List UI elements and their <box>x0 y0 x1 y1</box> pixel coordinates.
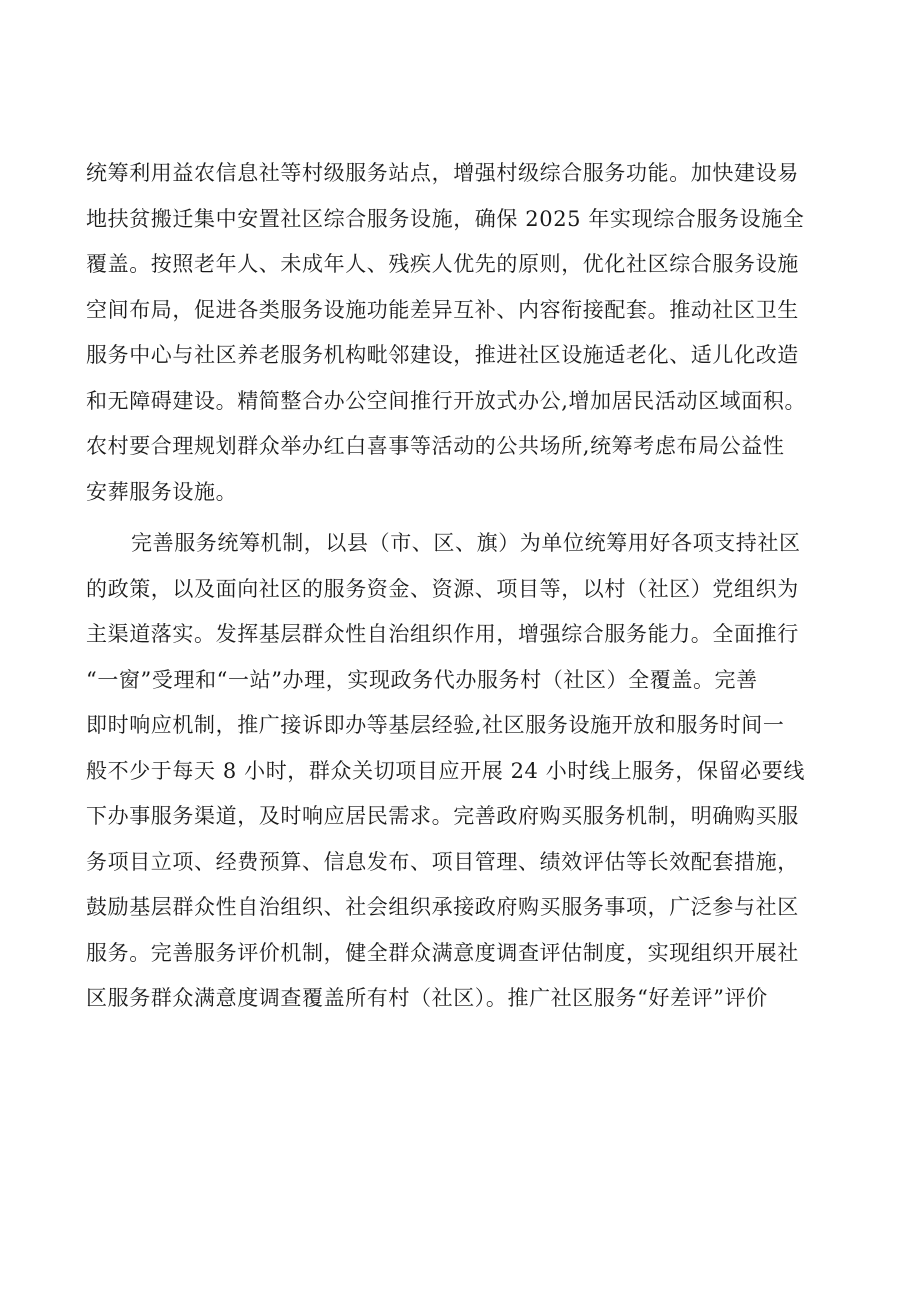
text-line: 的政策，以及面向社区的服务资金、资源、项目等，以村（社区）党组织为 <box>86 576 799 601</box>
text-line: “一窗”受理和“一站”办理，实现政务代办服务村（社区）全覆盖。完善 <box>86 667 758 692</box>
text-line: 空间布局，促进各类服务设施功能差异互补、内容衔接配套。推动社区卫生 <box>86 297 799 322</box>
document-body <box>86 160 846 1031</box>
text-line: 统筹利用益农信息社等村级服务站点，增强村级综合服务功能。加快建设易 <box>86 161 799 185</box>
text-line: 般不少于每天 8 小时，群众关切项目应开展 24 小时线上服务，保留必要线 <box>86 758 805 783</box>
text-line: 农村要合理规划群众举办红白喜事等活动的公共场所,统筹考虑布局公益性 <box>86 434 785 458</box>
text-line: 鼓励基层群众性自治组织、社会组织承接政府购买服务事项，广泛参与社区 <box>86 895 799 919</box>
text-line: 完善服务统筹机制，以县（市、区、旗）为单位统筹用好各项支持社区 <box>131 531 801 555</box>
text-line: 服务中心与社区养老服务机构毗邻建设，推进社区设施适老化、适儿化改造 <box>86 343 799 367</box>
text-line: 即时响应机制，推广接诉即办等基层经验,社区服务设施开放和服务时间一 <box>86 713 785 737</box>
text-line: 地扶贫搬迁集中安置社区综合服务设施，确保 2025 年实现综合服务设施全 <box>86 206 805 231</box>
paragraph-2 <box>86 530 846 1031</box>
text-line: 安葬服务设施。 <box>86 479 238 504</box>
text-line: 下办事服务渠道，及时响应居民需求。完善政府购买服务机制，明确购买服 <box>86 804 799 828</box>
paragraph-1 <box>86 160 846 524</box>
text-line: 务项目立项、经费预算、信息发布、项目管理、绩效评估等长效配套措施， <box>86 849 799 874</box>
text-line: 主渠道落实。发挥基层群众性自治组织作用，增强综合服务能力。全面推行 <box>86 622 799 646</box>
text-line: 服务。完善服务评价机制，健全群众满意度调查评估制度，实现组织开展社 <box>86 940 799 965</box>
text-line: 覆盖。按照老年人、未成年人、残疾人优先的原则，优化社区综合服务设施 <box>86 252 799 276</box>
text-line: 区服务群众满意度调查覆盖所有村（社区）。推广社区服务“好差评”评价 <box>86 986 768 1010</box>
text-line: 和无障碍建设。精简整合办公空间推行开放式办公,增加居民活动区域面积。 <box>86 388 807 413</box>
